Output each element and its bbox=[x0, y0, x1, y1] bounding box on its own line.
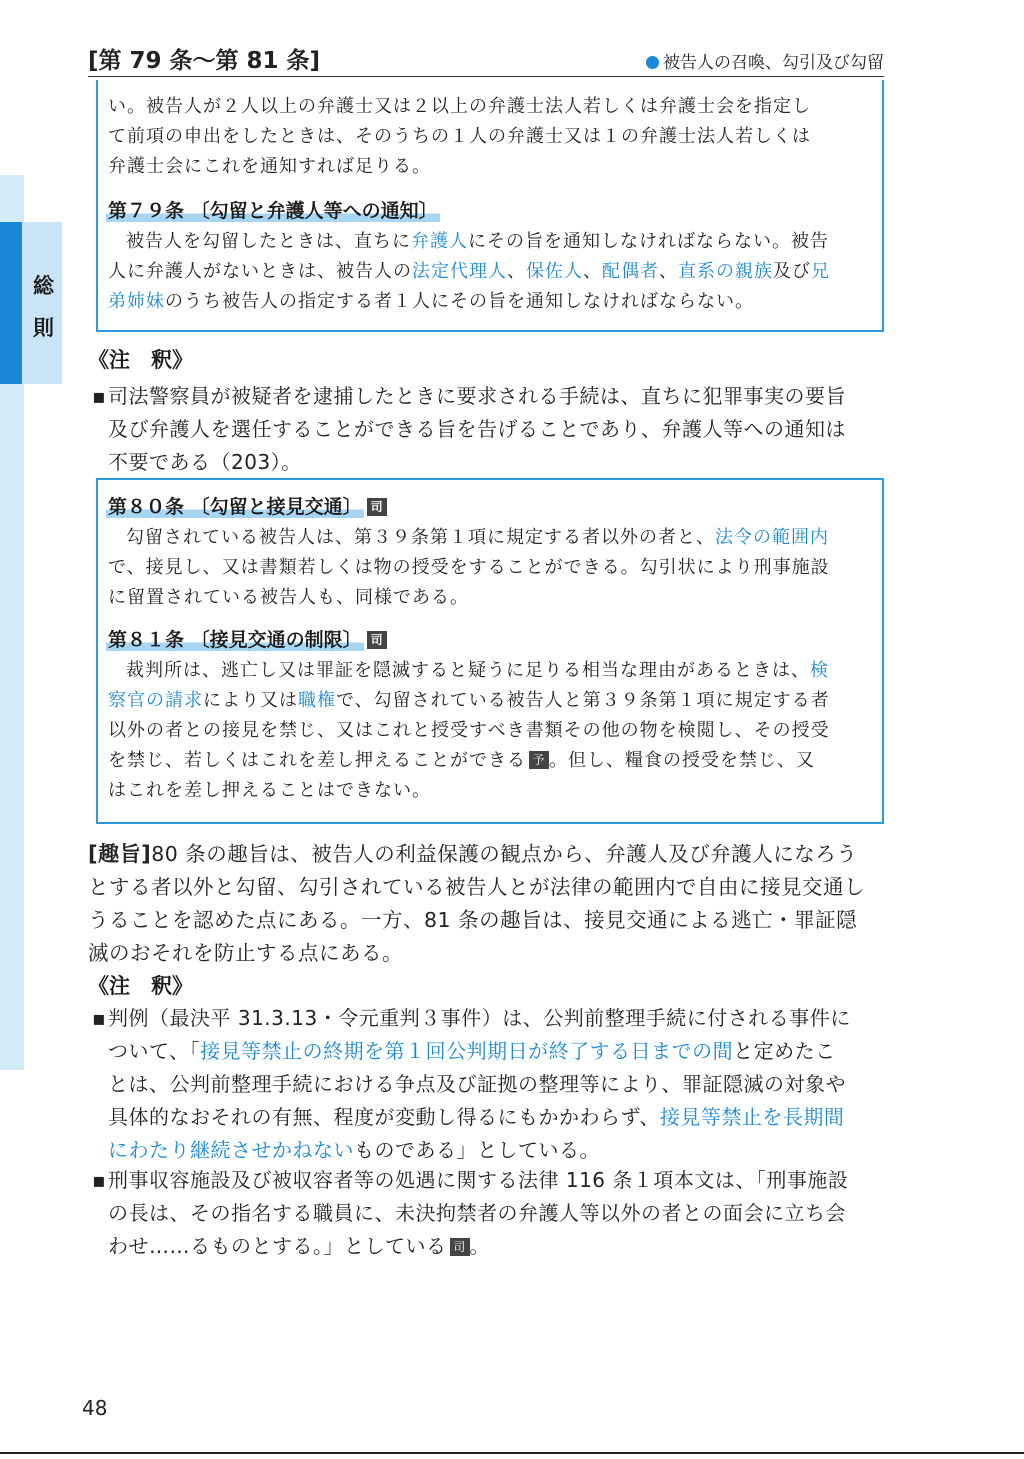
text-line: を禁じ、若しくはこれを差し押えることができる 予 。但し、糧食の授受を禁じ、又 bbox=[108, 750, 815, 771]
keyword-highlight: 兄 bbox=[811, 261, 830, 282]
keyword-highlight: 検 bbox=[810, 660, 829, 681]
note2-bullet-2: ▪ 刑事収容施設及び被収容者等の処遇に関する法律 116 条１項本文は、「刑事施設 の長は、その指名する職員に、未決拘禁者の弁護人等以外の者との面会に立ち会 わせ……るものとする。」としている 司 。 bbox=[92, 1168, 849, 1258]
text-line: て前項の申出をしたときは、そのうちの１人の弁護士又は１の弁護士法人若しくは bbox=[108, 126, 811, 147]
statute-box-80-81 bbox=[96, 478, 884, 824]
side-tab-char-2: 則 bbox=[33, 316, 54, 340]
art80-title: 第８０条 〔勾留と接見交通〕 司 bbox=[106, 492, 882, 519]
text-line: 勾留されている被告人は、第３９条第１項に規定する者以外の者と、法令の範囲内 bbox=[126, 527, 829, 548]
text-line: に留置されている被告人も、同様である。 bbox=[108, 587, 469, 608]
keyword-highlight: 察官の請求 bbox=[108, 690, 203, 711]
bullet-dot-icon bbox=[646, 56, 659, 69]
keyword-highlight: 職権 bbox=[298, 690, 336, 711]
note-heading-2: 《注 釈》 bbox=[88, 974, 193, 998]
note-heading-1: 《注 釈》 bbox=[88, 348, 193, 372]
art78-continuation bbox=[98, 92, 882, 182]
art79-body bbox=[98, 227, 882, 317]
text-line: はこれを差し押えることはできない。 bbox=[108, 780, 431, 801]
note1-bullet: ▪ 司法警察員が被疑者を逮捕したときに要求される手続は、直ちに犯罪事実の要旨 及び弁護人を選任することができる旨を告げることであり、弁護人等への通知は 不要である（203）。 bbox=[92, 384, 846, 474]
art81-title: 第８１条 〔接見交通の制限〕 司 bbox=[106, 625, 882, 652]
purpose-paragraph: [趣旨]80 条の趣旨は、被告人の利益保護の観点から、弁護人及び弁護人になろう とする者以外と勾留、勾引されている被告人とが法律の範囲内で自由に接見交通し うることを認めた点にある。一方、81 条の趣旨は、接見交通による逃亡・罪証隠 滅のおそれを防止する点にある。 bbox=[88, 842, 865, 965]
keyword-highlight: にわたり継続させかねない bbox=[108, 1138, 354, 1162]
text-line: 弟姉妹のうち被告人の指定する者１人にその旨を通知しなければならない。 bbox=[108, 291, 754, 312]
keyword-highlight: 法令の範囲内 bbox=[715, 527, 829, 548]
header-chapter-title: 被告人の召喚、勾引及び勾留 bbox=[646, 48, 884, 73]
purpose-label: [趣旨] bbox=[88, 842, 152, 866]
statute-box-79 bbox=[96, 80, 884, 332]
side-tab-char-1: 総 bbox=[33, 274, 54, 298]
mark-icon: 予 bbox=[529, 751, 549, 769]
keyword-highlight: 弟姉妹 bbox=[108, 291, 165, 312]
text-line: 以外の者との接見を禁じ、又はこれと授受すべき書類その他の物を検閲し、その授受 bbox=[108, 720, 830, 741]
keyword-highlight: 接見等禁止を長期間 bbox=[659, 1105, 845, 1129]
bottom-rule bbox=[0, 1452, 1024, 1454]
page-number: 48 bbox=[82, 1396, 108, 1420]
kou-mark-icon: 司 bbox=[367, 631, 387, 649]
mark-icon: 司 bbox=[450, 1238, 470, 1256]
art79-title: 第７９条 〔勾留と弁護人等への通知〕 bbox=[108, 200, 438, 222]
header-section-range: [第 79 条〜第 81 条] bbox=[88, 48, 321, 74]
kou-mark-icon: 司 bbox=[367, 498, 387, 516]
text-line: 被告人を勾留したときは、直ちに弁護人にその旨を通知しなければならない。被告 bbox=[126, 231, 829, 252]
note2-bullet-1: ▪ 判例（最決平 31.3.13・令元重判３事件）は、公判前整理手続に付される事件に ついて、「接見等禁止の終期を第１回公判期日が終了する日までの間と定めたこ とは、公判前整理手続における争点及び証拠の整理等により、罪証隠滅の対象や 具体的なおそれの有無、程度が変動し得るにもかかわらず、接見等禁止を長期間 にわたり継続させかねないものである」としている。 bbox=[92, 1006, 851, 1162]
art80-body bbox=[98, 523, 882, 613]
art81-body bbox=[98, 656, 882, 806]
header-rule bbox=[88, 76, 884, 77]
keyword-highlight: 接見等禁止の終期を第１回公判期日が終了する日までの間 bbox=[200, 1039, 734, 1063]
text-line: で、接見し、又は書類若しくは物の授受をすることができる。勾引状により刑事施設 bbox=[108, 557, 830, 578]
text-line: 察官の請求により又は職権で、勾留されている被告人と第３９条第１項に規定する者 bbox=[108, 690, 830, 711]
keyword-highlight: 直系の親族 bbox=[678, 261, 773, 282]
keyword-highlight: 弁護人 bbox=[411, 231, 468, 252]
text-line: 弁護士会にこれを通知すれば足りる。 bbox=[108, 156, 431, 177]
text-line: い。被告人が２人以上の弁護士又は２以上の弁護士法人若しくは弁護士会を指定し bbox=[108, 96, 811, 117]
text-line: 裁判所は、逃亡し又は罪証を隠滅すると疑うに足りる相当な理由があるときは、検 bbox=[126, 660, 829, 681]
text-line: 人に弁護人がないときは、被告人の法定代理人、保佐人、配偶者、直系の親族及び兄 bbox=[108, 261, 830, 282]
keyword-highlight: 法定代理人 bbox=[412, 261, 507, 282]
keyword-highlight: 保佐人 bbox=[526, 261, 583, 282]
keyword-highlight: 配偶者 bbox=[602, 261, 659, 282]
side-tab-marker bbox=[0, 222, 22, 384]
